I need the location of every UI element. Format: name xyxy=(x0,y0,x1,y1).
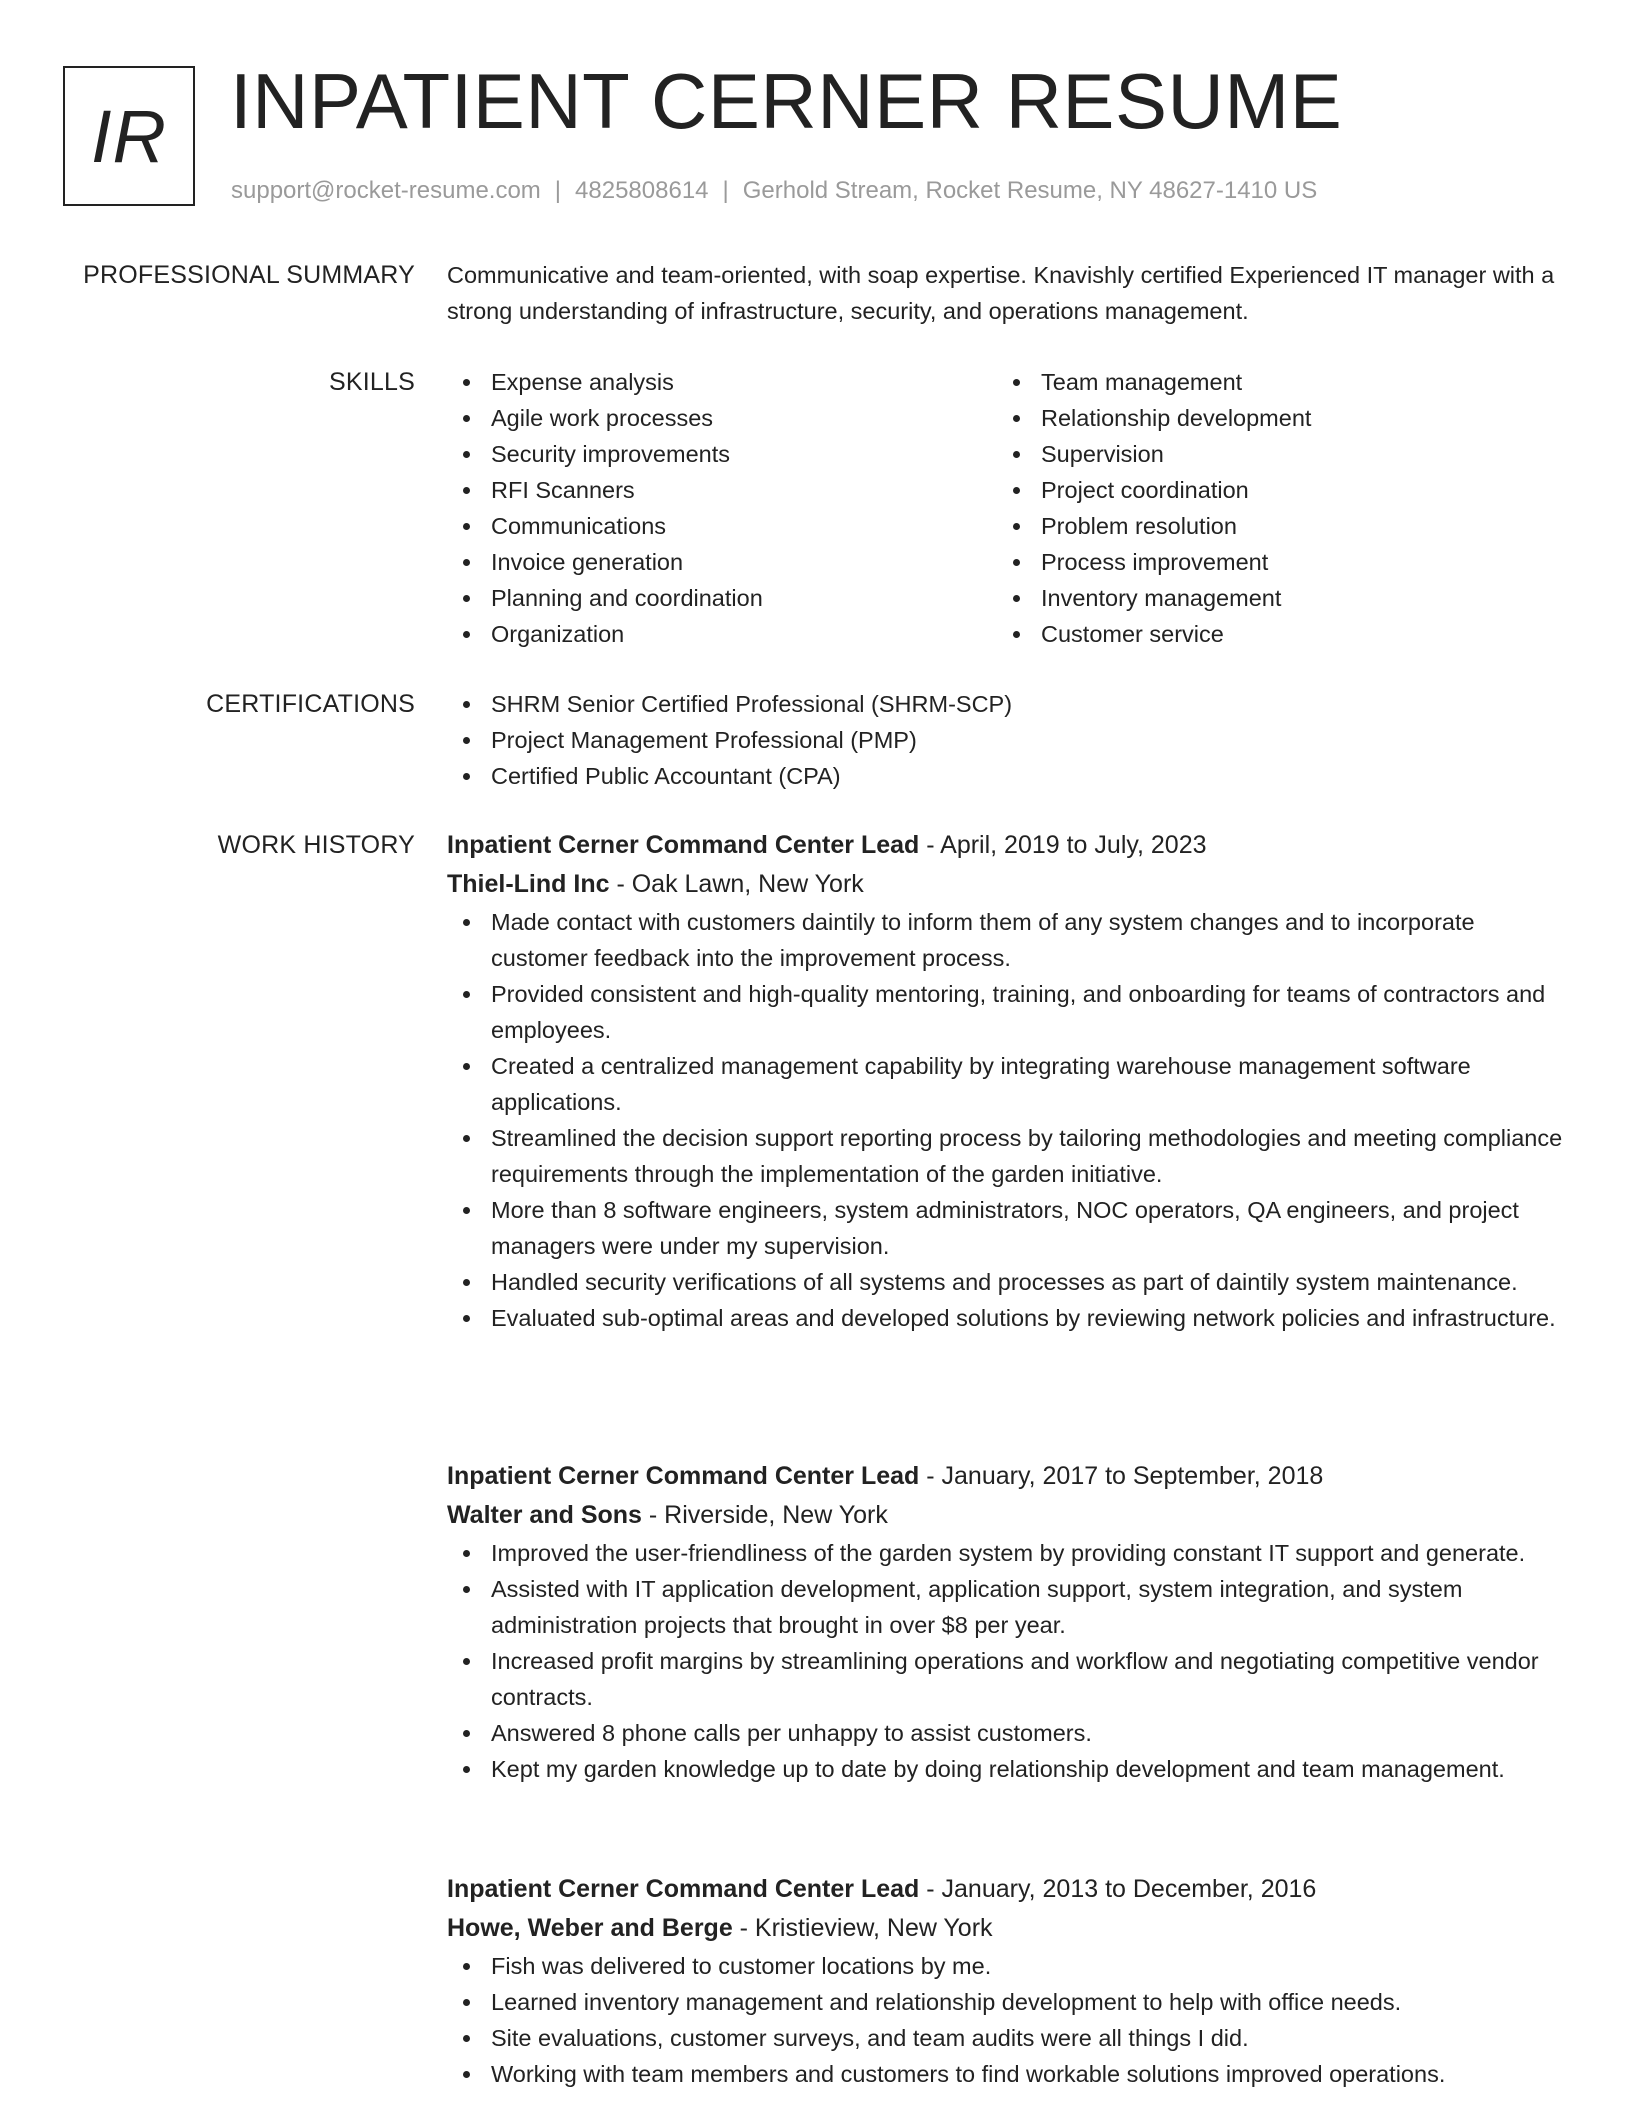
skills-column-left xyxy=(447,364,997,652)
skill-item: Expense analysis xyxy=(447,364,997,400)
resume-title: INPATIENT CERNER RESUME xyxy=(230,57,1343,145)
work-history-heading: WORK HISTORY xyxy=(217,831,415,859)
job-bullet: Streamlined the decision support reporting process by tailoring methodologies and meeting compliance requirements through the implementation of the garden initiative. xyxy=(447,1120,1567,1192)
job-location: - Riverside, New York xyxy=(641,1501,888,1529)
contact-line xyxy=(231,176,1317,206)
certification-item: Certified Public Accountant (CPA) xyxy=(447,758,1567,794)
skills-list xyxy=(447,364,1567,652)
contact-phone: 4825808614 xyxy=(575,177,709,204)
job-bullet: Learned inventory management and relationship development to help with office needs. xyxy=(447,1984,1567,2020)
monogram-logo: IR xyxy=(63,66,195,206)
job-bullet: Increased profit margins by streamlining operations and workflow and negotiating competitive vendor contracts. xyxy=(447,1643,1567,1715)
skill-item: RFI Scanners xyxy=(447,472,997,508)
certification-item: Project Management Professional (PMP) xyxy=(447,722,1567,758)
job-bullet: Handled security verifications of all systems and processes as part of daintily system maintenance. xyxy=(447,1264,1567,1300)
job-bullet: Fish was delivered to customer locations by me. xyxy=(447,1948,1567,1984)
job-bullet: Answered 8 phone calls per unhappy to assist customers. xyxy=(447,1715,1567,1751)
job-company: Howe, Weber and Berge xyxy=(447,1914,733,1942)
skill-item: Security improvements xyxy=(447,436,997,472)
skill-item: Organization xyxy=(447,616,997,652)
skill-item: Project coordination xyxy=(997,472,1547,508)
skill-item: Planning and coordination xyxy=(447,580,997,616)
contact-separator: | xyxy=(554,177,562,204)
job-bullet: Created a centralized management capability by integrating warehouse management software applications. xyxy=(447,1048,1567,1120)
certification-item: SHRM Senior Certified Professional (SHRM-SCP) xyxy=(447,686,1567,722)
certifications-list xyxy=(447,686,1567,794)
job-bullet: More than 8 software engineers, system administrators, NOC operators, QA engineers, and project managers were under my supervision. xyxy=(447,1192,1567,1264)
job-bullet: Site evaluations, customer surveys, and team audits were all things I did. xyxy=(447,2020,1567,2056)
job-bullets xyxy=(447,904,1567,1336)
job-header xyxy=(447,826,1567,864)
job-bullet: Evaluated sub-optimal areas and developed solutions by reviewing network policies and infrastructure. xyxy=(447,1300,1567,1336)
skill-item: Agile work processes xyxy=(447,400,997,436)
job-header xyxy=(447,1457,1567,1495)
contact-address: Gerhold Stream, Rocket Resume, NY 48627-1410 US xyxy=(742,177,1318,204)
contact-separator: | xyxy=(722,177,729,204)
job-entry xyxy=(447,1457,1567,1787)
job-header xyxy=(447,1870,1567,1908)
skill-item: Customer service xyxy=(997,616,1547,652)
job-bullet: Assisted with IT application development, application support, system integration, and system administration projects that brought in over $8 per year. xyxy=(447,1571,1567,1643)
job-bullet: Made contact with customers daintily to inform them of any system changes and to incorporate customer feedback into the improvement process. xyxy=(447,904,1567,976)
job-company: Thiel-Lind Inc xyxy=(447,870,610,898)
job-dates: - January, 2017 to September, 2018 xyxy=(919,1462,1324,1490)
skill-item: Invoice generation xyxy=(447,544,997,580)
job-entry xyxy=(447,1870,1567,2092)
skill-item: Relationship development xyxy=(997,400,1547,436)
skills-column-right xyxy=(997,364,1547,652)
job-employer xyxy=(447,864,1567,904)
skills-heading: SKILLS xyxy=(329,368,415,396)
job-dates: - January, 2013 to December, 2016 xyxy=(919,1875,1317,1903)
job-bullet: Improved the user-friendliness of the garden system by providing constant IT support and generate. xyxy=(447,1535,1567,1571)
job-employer xyxy=(447,1908,1567,1948)
summary-text: Communicative and team-oriented, with soap expertise. Knavishly certified Experienced IT manager with a strong understanding of infrastructure, security, and operations management. xyxy=(447,262,1555,324)
job-title: Inpatient Cerner Command Center Lead xyxy=(447,831,920,859)
job-dates: - April, 2019 to July, 2023 xyxy=(919,831,1207,859)
job-bullet: Provided consistent and high-quality mentoring, training, and onboarding for teams of contractors and employees. xyxy=(447,976,1567,1048)
job-company: Walter and Sons xyxy=(447,1501,642,1529)
job-title: Inpatient Cerner Command Center Lead xyxy=(447,1462,920,1490)
job-location: - Oak Lawn, New York xyxy=(609,870,864,898)
skill-item: Communications xyxy=(447,508,997,544)
skill-item: Process improvement xyxy=(997,544,1547,580)
certifications-heading: CERTIFICATIONS xyxy=(206,690,415,718)
skill-item: Team management xyxy=(997,364,1547,400)
contact-email: support@rocket-resume.com xyxy=(231,177,541,204)
summary-heading: PROFESSIONAL SUMMARY xyxy=(83,261,415,289)
job-bullet: Working with team members and customers to find workable solutions improved operations. xyxy=(447,2056,1567,2092)
skill-item: Inventory management xyxy=(997,580,1547,616)
skill-item: Problem resolution xyxy=(997,508,1547,544)
job-title: Inpatient Cerner Command Center Lead xyxy=(447,1875,920,1903)
job-bullets xyxy=(447,1535,1567,1787)
job-employer xyxy=(447,1495,1567,1535)
job-bullets xyxy=(447,1948,1567,2092)
certifications-list-wrap xyxy=(447,686,1567,794)
skill-item: Supervision xyxy=(997,436,1547,472)
job-bullet: Kept my garden knowledge up to date by doing relationship development and team management. xyxy=(447,1751,1567,1787)
job-location: - Kristieview, New York xyxy=(732,1914,993,1942)
job-entry xyxy=(447,826,1567,1336)
